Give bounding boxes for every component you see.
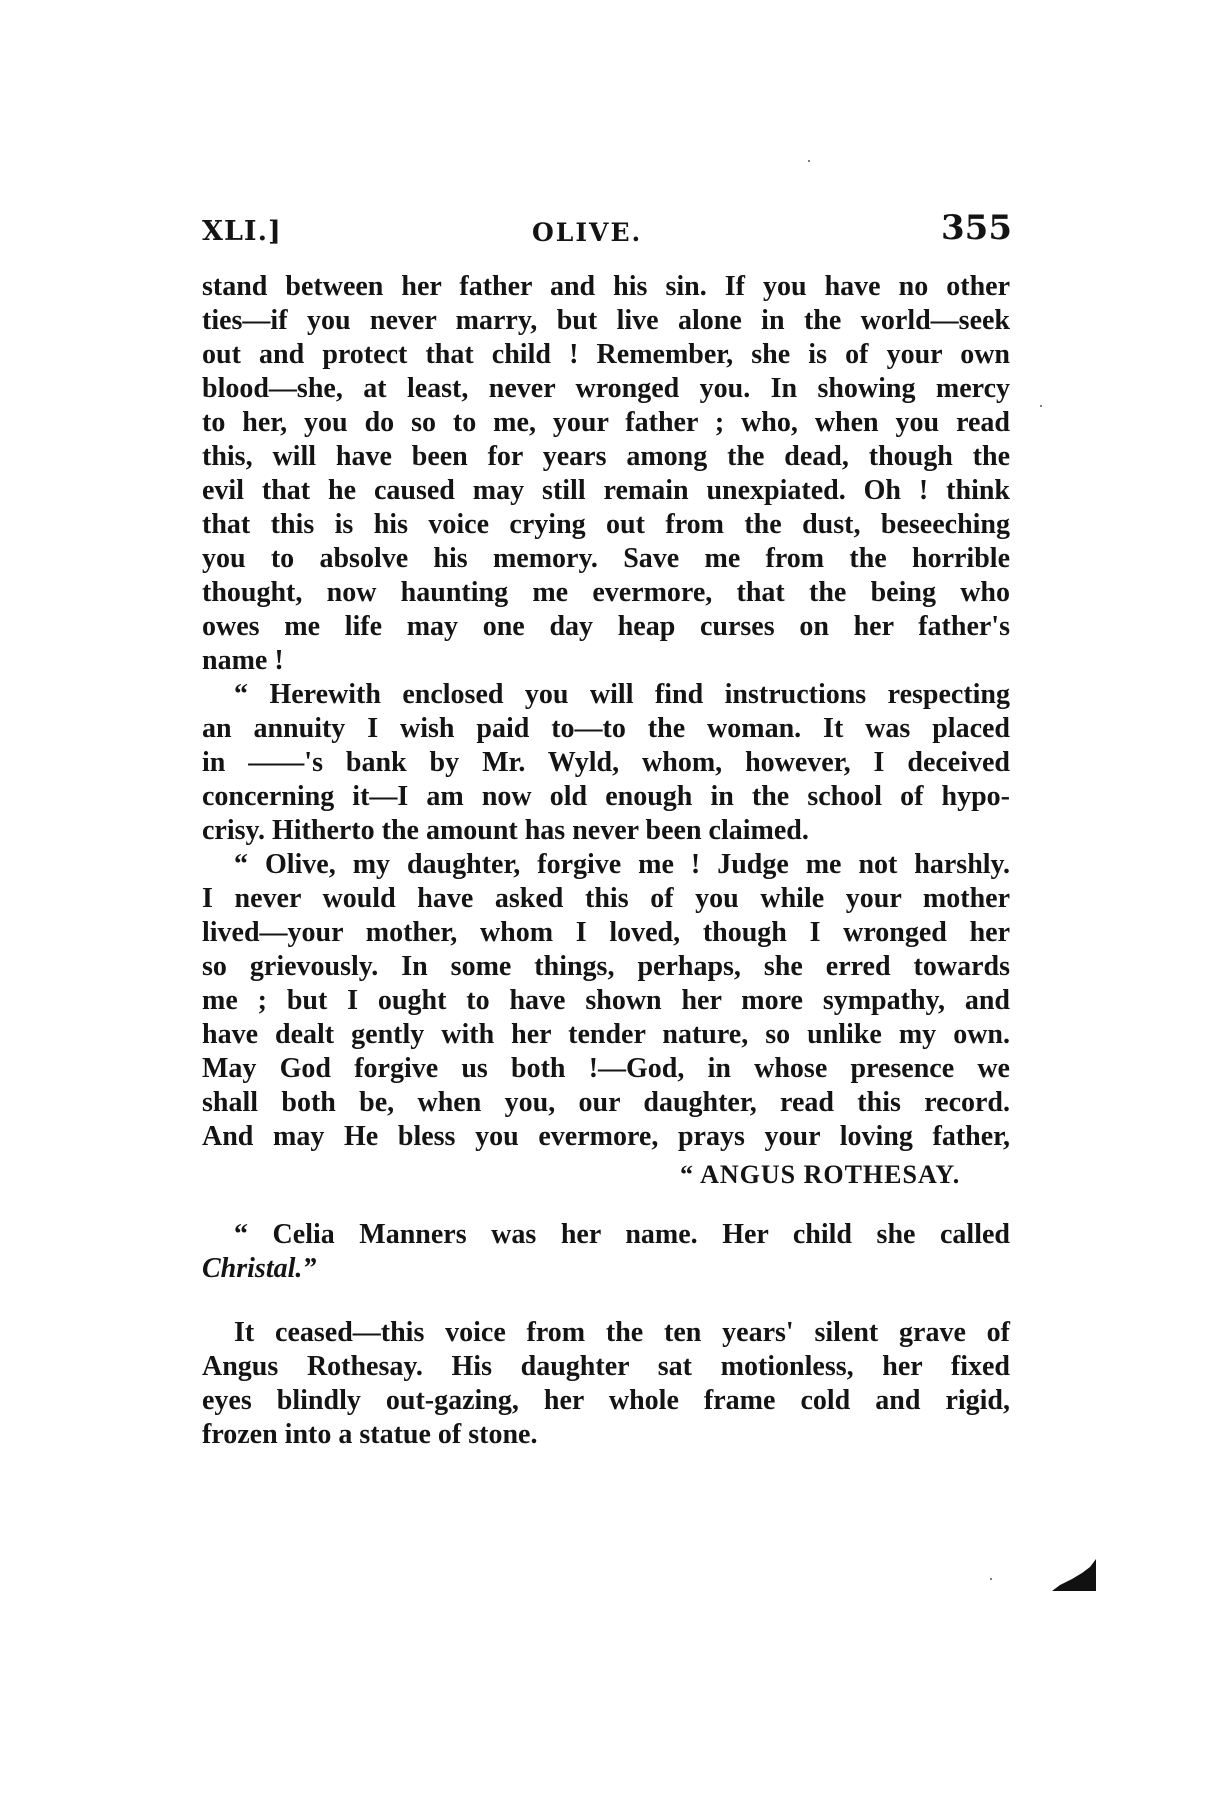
text-line: blood—she, at least, never wronged you. In showing mercy <box>202 373 1010 404</box>
text-line: “ Celia Manners was her name. Her child she called <box>234 1219 1010 1250</box>
text-line: frozen into a statue of stone. <box>202 1419 538 1450</box>
text-line: And may He bless you evermore, prays your loving father, <box>202 1121 1010 1152</box>
text-line: so grievously. In some things, perhaps, she erred towards <box>202 951 1010 982</box>
text-line: I never would have asked this of you while your mother <box>202 883 1010 914</box>
text-line: have dealt gently with her tender nature, so unlike my own. <box>202 1019 1010 1050</box>
speck <box>808 160 810 162</box>
paragraph-1 <box>202 270 1010 678</box>
text-line: concerning it—I am now old enough in the school of hypo- <box>202 781 1010 812</box>
text-line: crisy. Hitherto the amount has never been claimed. <box>202 815 809 846</box>
signature: “ ANGUS ROTHESAY. <box>680 1160 961 1189</box>
text-line: ties—if you never marry, but live alone in the world—seek <box>202 305 1010 336</box>
text-line: It ceased—this voice from the ten years' silent grave of <box>234 1317 1010 1348</box>
text-line: owes me life may one day heap curses on her father's <box>202 611 1010 642</box>
text-line: out and protect that child ! Remember, she is of your own <box>202 339 1010 370</box>
ink-blot-mark <box>1050 1555 1098 1595</box>
running-title: OLIVE. <box>532 218 643 247</box>
running-header <box>202 208 1012 256</box>
text-line: name ! <box>202 645 284 676</box>
paragraph-5 <box>202 1316 1010 1452</box>
text-line: Christal.” <box>202 1253 317 1284</box>
text-line: to her, you do so to me, your father ; who, when you read <box>202 407 1010 438</box>
paragraph-3 <box>202 848 1010 1154</box>
chapter-number: XLI.] <box>202 216 282 247</box>
text-line: stand between her father and his sin. If you have no other <box>202 271 1010 302</box>
speck <box>1040 405 1042 407</box>
text-line: this, will have been for years among the dead, though the <box>202 441 1010 472</box>
text-line: lived—your mother, whom I loved, though I wronged her <box>202 917 1010 948</box>
speck <box>990 1578 992 1580</box>
text-line: in ——'s bank by Mr. Wyld, whom, however, I deceived <box>202 747 1010 778</box>
text-line: “ Olive, my daughter, forgive me ! Judge me not harshly. <box>234 849 1010 880</box>
text-line: eyes blindly out-gazing, her whole frame cold and rigid, <box>202 1385 1010 1416</box>
text-line: shall both be, when you, our daughter, read this record. <box>202 1087 1010 1118</box>
text-line: an annuity I wish paid to—to the woman. It was placed <box>202 713 1010 744</box>
text-line: you to absolve his memory. Save me from the horrible <box>202 543 1010 574</box>
text-line: evil that he caused may still remain unexpiated. Oh ! think <box>202 475 1010 506</box>
page-number: 355 <box>941 208 1012 248</box>
paragraph-2 <box>202 678 1010 848</box>
text-line: thought, now haunting me evermore, that the being who <box>202 577 1010 608</box>
text-line: Angus Rothesay. His daughter sat motionless, her fixed <box>202 1351 1010 1382</box>
text-line: that this is his voice crying out from the dust, beseeching <box>202 509 1010 540</box>
text-line: May God forgive us both !—God, in whose presence we <box>202 1053 1010 1084</box>
paragraph-4 <box>202 1218 1010 1286</box>
text-line: “ Herewith enclosed you will find instructions respecting <box>234 679 1010 710</box>
text-line: me ; but I ought to have shown her more sympathy, and <box>202 985 1010 1016</box>
